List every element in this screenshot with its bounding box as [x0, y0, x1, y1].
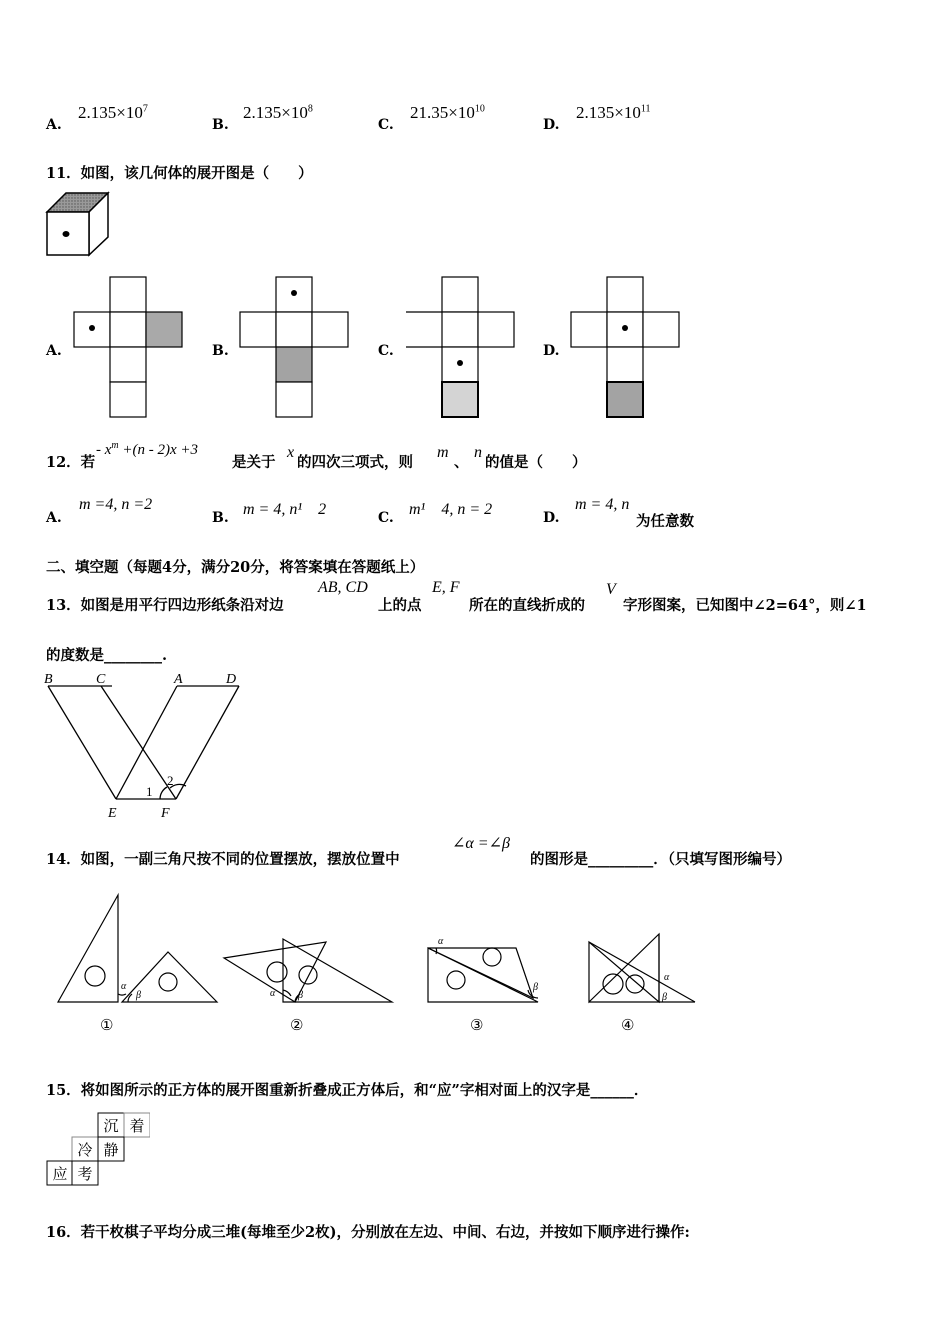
q10-option-a-label: A.: [46, 117, 62, 133]
fig-label-1: ①: [100, 1018, 114, 1034]
label-b: B: [44, 672, 53, 687]
q15-cube-net: [46, 1110, 150, 1188]
q10-option-c-label: C.: [378, 117, 394, 133]
fig2-beta: β: [298, 990, 303, 1001]
label-c: C: [96, 672, 106, 687]
fig3-alpha: α: [438, 936, 444, 947]
fig-label-4: ④: [621, 1018, 635, 1034]
section-heading: 二、填空题（每题4分，满分20分，将答案填在答题纸上）: [46, 559, 425, 576]
q15-stem: 15．将如图所示的正方体的展开图重新折叠成正方体后，和“应”字相对面上的汉字是______．: [46, 1082, 649, 1099]
net-char-2: 着: [129, 1119, 145, 1135]
label-e: E: [108, 806, 117, 821]
q16-stem: 16．若干枚棋子平均分成三堆(每堆至少2枚)，分别放在左边、中间、右边，并按如下顺序进行操作:: [46, 1224, 690, 1241]
net-char-6: 考: [77, 1167, 93, 1183]
fig1-alpha: α: [121, 981, 127, 992]
fig-label-3: ③: [470, 1018, 484, 1034]
fig2-alpha: α: [270, 988, 276, 999]
q11-option-d-label: D.: [543, 343, 560, 359]
net-char-1: 沉: [103, 1119, 119, 1135]
q11-net-d: [570, 276, 680, 420]
q13-v-shape-figure: [40, 668, 250, 822]
q11-option-b-label: B.: [212, 343, 229, 359]
net-char-3: 冷: [77, 1143, 93, 1159]
net-char-5: 应: [52, 1167, 68, 1183]
q10-option-d-value: $2.135\times 10^{11}$: [576, 103, 651, 122]
q11-option-c-label: C.: [378, 343, 394, 359]
q10-option-b-label: B.: [212, 117, 229, 133]
q11-net-a: [73, 276, 183, 420]
fig3-beta: β: [533, 982, 538, 993]
q11-net-b: [239, 276, 349, 420]
fig4-alpha: α: [664, 972, 670, 983]
label-a: A: [174, 672, 183, 687]
q12-polynomial: - $x^m +(n - 2)x +3$: [96, 440, 199, 458]
q14-triangle-figures: [50, 890, 710, 1038]
q11-stem: 11．如图，该几何体的展开图是（ ）: [46, 165, 313, 182]
q11-cube-figure: [44, 188, 114, 260]
fig1-beta: β: [136, 990, 141, 1001]
label-angle-1: 1: [146, 784, 153, 799]
net-char-4: 静: [103, 1143, 119, 1159]
fig-label-2: ②: [290, 1018, 304, 1034]
q10-option-d-label: D.: [543, 117, 560, 133]
q11-option-a-label: A.: [46, 343, 62, 359]
q11-net-c: [405, 276, 515, 420]
q10-option-c-value: $21.35\times 10^{10}$: [410, 103, 485, 122]
label-angle-2: 2: [167, 773, 174, 788]
fig4-beta: β: [662, 992, 667, 1003]
label-d: D: [226, 672, 237, 687]
label-f: F: [161, 806, 170, 821]
q10-option-a-value: $2.135\times 10^7$: [78, 103, 148, 122]
cube-dot-mark: [63, 231, 70, 237]
q10-option-b-value: $2.135\times 10^8$: [243, 103, 313, 122]
